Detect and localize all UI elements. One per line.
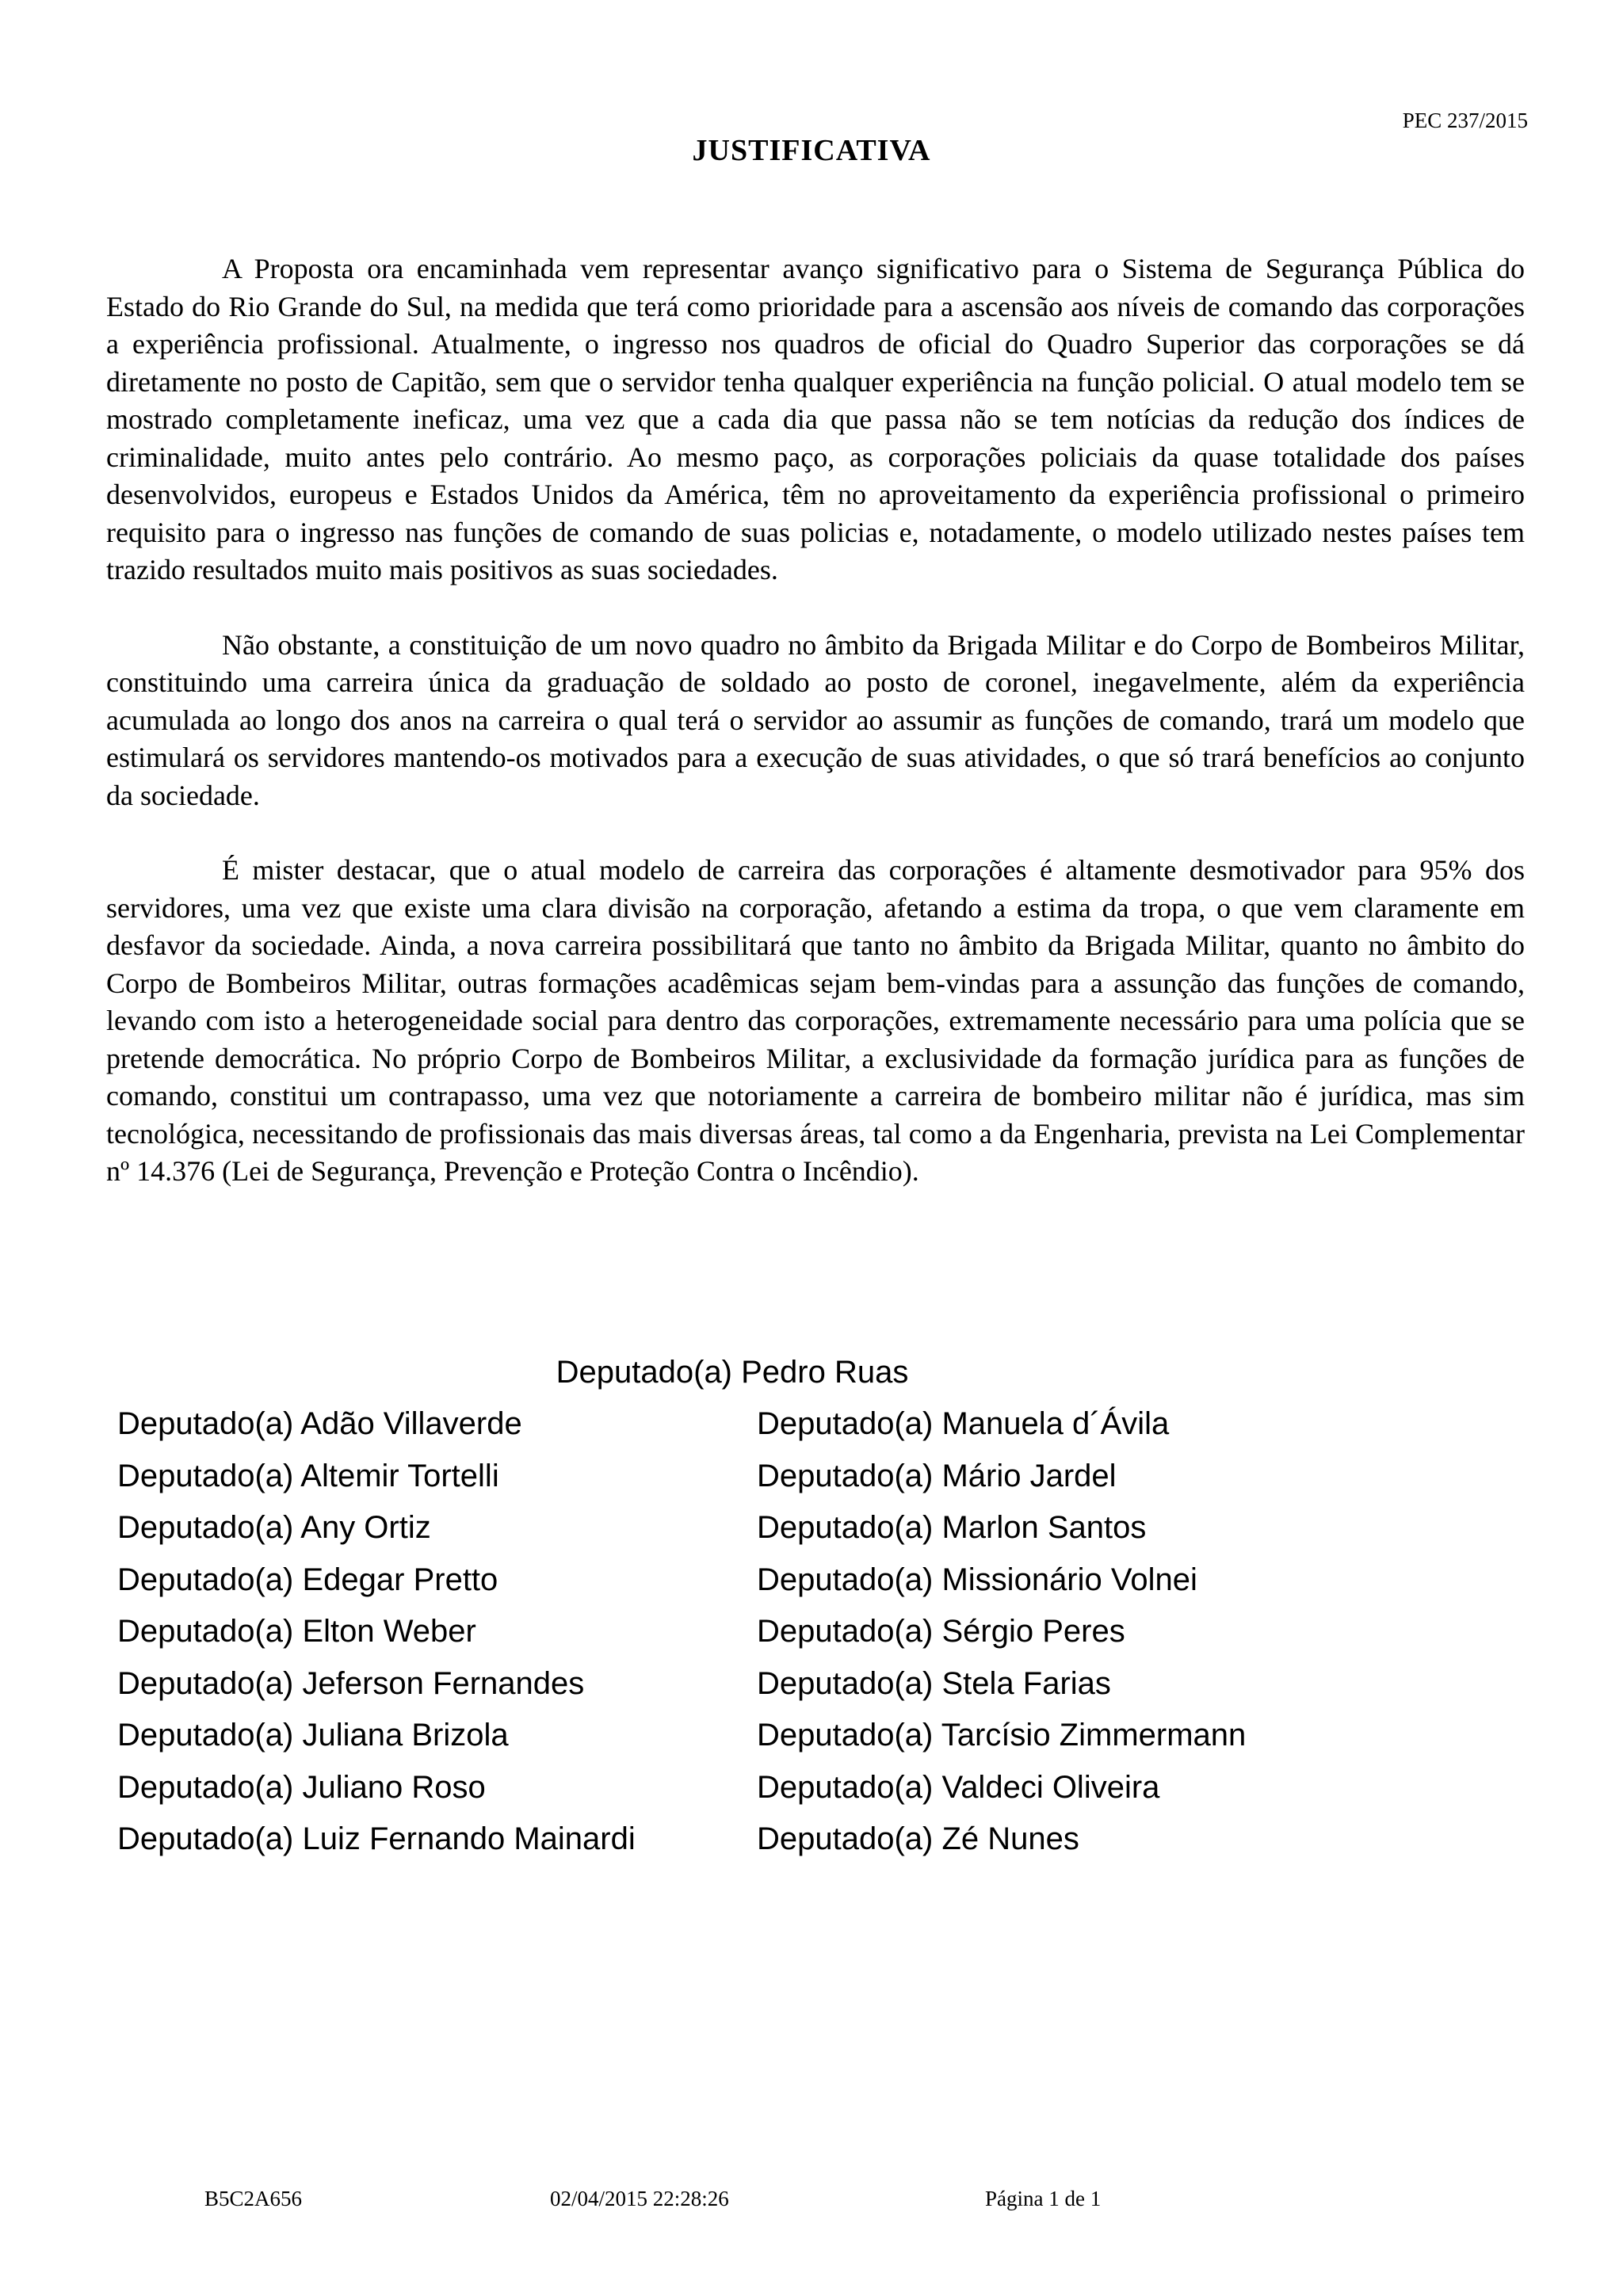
signer-name: Deputado(a) Manuela d´Ávila: [757, 1406, 1170, 1441]
signer-name: Deputado(a) Elton Weber: [117, 1614, 476, 1649]
justification-body: [106, 250, 1525, 1228]
signer-name: Deputado(a) Stela Farias: [757, 1665, 1111, 1701]
document-reference: PEC 237/2015: [1402, 109, 1528, 132]
signers-right-column: [757, 1398, 1246, 1866]
signers-left-column: [117, 1398, 636, 1866]
signer-name: Deputado(a) Juliana Brizola: [117, 1718, 509, 1753]
signer-name: Deputado(a) Valdeci Oliveira: [757, 1769, 1160, 1805]
paragraph: A Proposta ora encaminhada vem representar avanço significativo para o Sistema de Segurança Pública do Estado do Rio Grande do Sul, na medida que terá como prioridade para a ascensão aos níveis de comando das corporações a experiência profissional. Atualmente, o ingresso nos quadros de oficial do Quadro Superior das corporações se dá diretamente no posto de Capitão, sem que o servidor tenha qualquer experiência na função policial. O atual modelo tem se mostrado completamente ineficaz, uma vez que a cada dia que passa não se tem notícias da redução dos índices de criminalidade, muito antes pelo contrário. Ao mesmo paço, as corporações policiais da quase totalidade dos países desenvolvidos, europeus e Estados Unidos da América, têm no aproveitamento da experiência profissional o primeiro requisito para o ingresso nas funções de comando de suas policias e, notadamente, o modelo utilizado nestes países tem trazido resultados muito mais positivos as suas sociedades.: [106, 253, 1525, 585]
signer-name: Deputado(a) Zé Nunes: [757, 1821, 1079, 1856]
lead-signer: Deputado(a) Pedro Ruas: [556, 1355, 909, 1390]
signer-name: Deputado(a) Edegar Pretto: [117, 1562, 498, 1597]
paragraph: Não obstante, a constituição de um novo quadro no âmbito da Brigada Militar e do Corpo de Bombeiros Militar, constituindo uma carreira única da graduação de soldado ao posto de coronel, inegavelmente, além da experiência acumulada ao longo dos anos na carreira o qual terá o servidor ao assumir as funções de comando, trará um modelo que estimulará os servidores mantendo-os motivados para a execução de suas atividades, o que só trará benefícios ao conjunto da sociedade.: [106, 628, 1525, 811]
signer-name: Deputado(a) Jeferson Fernandes: [117, 1665, 585, 1701]
signer-name: Deputado(a) Sérgio Peres: [757, 1614, 1125, 1649]
paragraph: É mister destacar, que o atual modelo de carreira das corporações é altamente desmotivador para 95% dos servidores, uma vez que existe uma clara divisão na corporação, afetando a estima da tropa, o que vem claramente em desfavor da sociedade. Ainda, a nova carreira possibilitará que tanto no âmbito da Brigada Militar, quanto no âmbito do Corpo de Bombeiros Militar, outras formações acadêmicas sejam bem-vindas para a assunção das funções de comando, levando com isto a heterogeneidade social para dentro das corporações, extremamente necessário para uma polícia que se pretende democrática. No próprio Corpo de Bombeiros Militar, a exclusividade da formação jurídica para as funções de comando, constitui um contrapasso, uma vez que notoriamente a carreira de bombeiro militar não é jurídica, mas sim tecnológica, necessitando de profissionais das mais diversas áreas, tal como a da Engenharia, prevista na Lei Complementar nº 14.376 (Lei de Segurança, Prevenção e Proteção Contra o Incêndio).: [106, 854, 1525, 1187]
co-signers: [0, 1398, 1623, 1874]
signer-name: Deputado(a) Mário Jardel: [757, 1458, 1117, 1493]
page-title: JUSTIFICATIVA: [692, 134, 931, 167]
signatures-block: [0, 1347, 1623, 1874]
document-code: B5C2A656: [204, 2187, 303, 2210]
signer-name: Deputado(a) Adão Villaverde: [117, 1406, 522, 1441]
signer-name: Deputado(a) Juliano Roso: [117, 1769, 486, 1805]
timestamp: 02/04/2015 22:28:26: [550, 2187, 729, 2210]
signer-name: Deputado(a) Altemir Tortelli: [117, 1458, 499, 1493]
signer-name: Deputado(a) Luiz Fernando Mainardi: [117, 1821, 636, 1856]
signer-name: Deputado(a) Marlon Santos: [757, 1510, 1147, 1545]
page-number: Página 1 de 1: [985, 2187, 1102, 2210]
signer-name: Deputado(a) Any Ortiz: [117, 1510, 431, 1545]
signer-name: Deputado(a) Tarcísio Zimmermann: [757, 1718, 1247, 1753]
signer-name: Deputado(a) Missionário Volnei: [757, 1562, 1197, 1597]
